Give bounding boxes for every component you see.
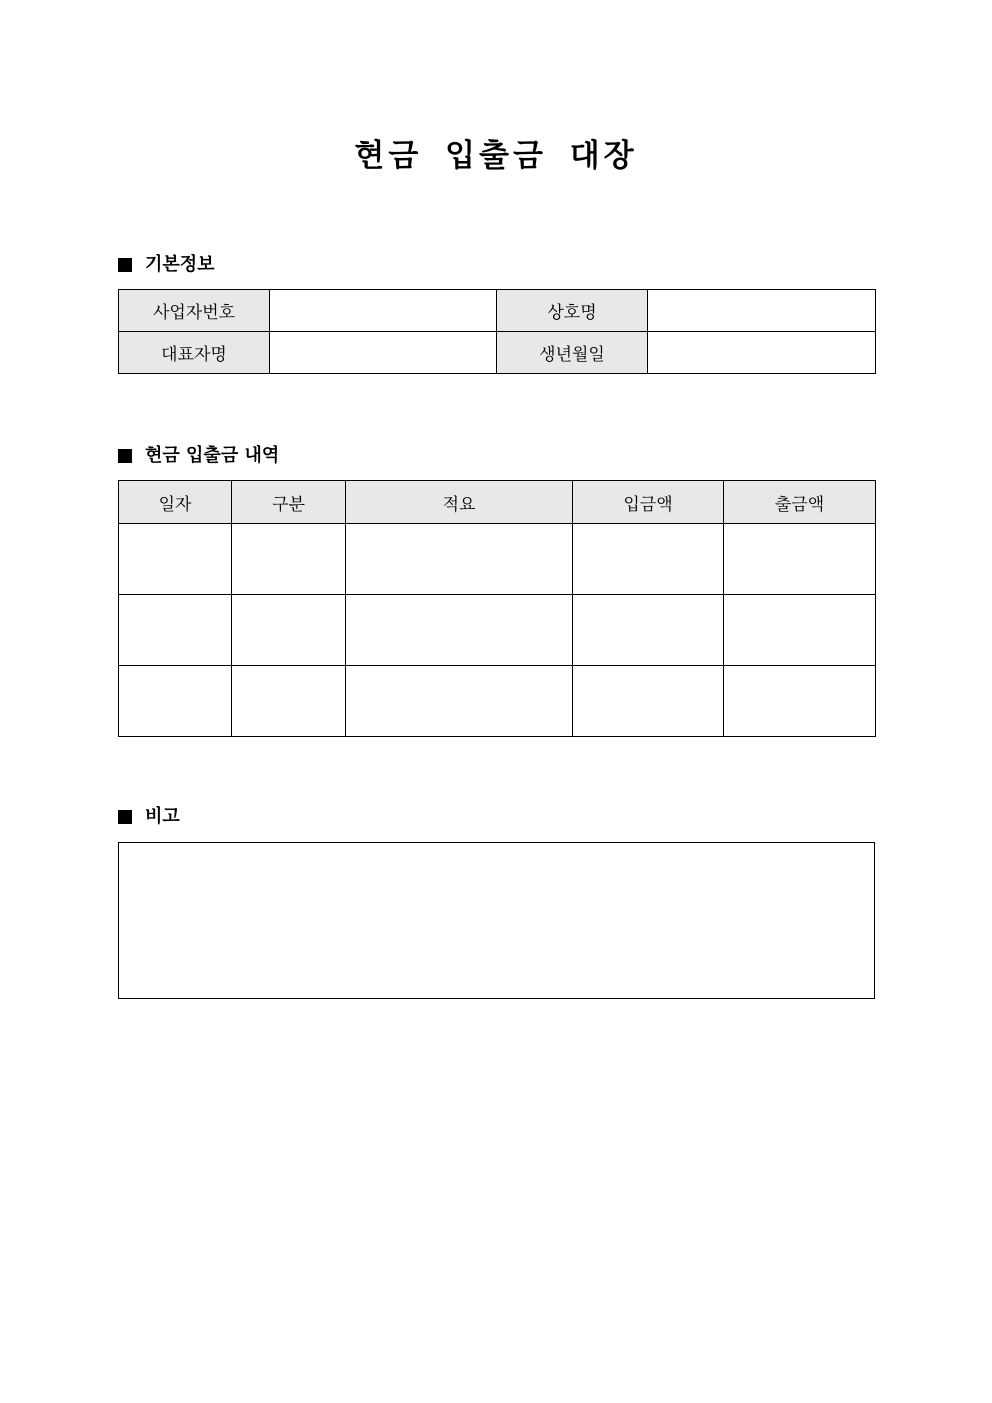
category-cell[interactable] [232,666,346,737]
birth-date-label: 생년월일 [497,332,648,374]
basic-info-table [118,289,876,374]
square-bullet-icon [118,449,132,463]
birth-date-field[interactable] [648,332,876,374]
basic-info-heading [118,253,215,277]
date-cell[interactable] [119,666,232,737]
representative-field[interactable] [270,332,497,374]
deposit-cell[interactable] [573,524,724,595]
remarks-field[interactable] [118,842,875,999]
trade-name-label: 상호명 [497,290,648,332]
description-cell[interactable] [346,524,573,595]
basic-info-heading-label: 기본정보 [145,254,215,275]
table-row [119,666,876,737]
remarks-heading-label: 비고 [145,806,180,827]
date-cell[interactable] [119,595,232,666]
business-number-label: 사업자번호 [119,290,270,332]
trade-name-field[interactable] [648,290,876,332]
table-header-row [119,481,876,524]
withdrawal-cell[interactable] [724,666,876,737]
column-header-withdrawal: 출금액 [724,481,876,524]
ledger-heading [118,444,279,468]
ledger-heading-label: 현금 입출금 내역 [145,445,280,466]
square-bullet-icon [118,258,132,272]
table-row [119,595,876,666]
withdrawal-cell[interactable] [724,595,876,666]
table-row [119,332,876,374]
category-cell[interactable] [232,524,346,595]
document-title: 현금 입출금 대장 [354,138,638,174]
business-number-field[interactable] [270,290,497,332]
description-cell[interactable] [346,666,573,737]
category-cell[interactable] [232,595,346,666]
column-header-date: 일자 [119,481,232,524]
table-row [119,290,876,332]
description-cell[interactable] [346,595,573,666]
column-header-deposit: 입금액 [573,481,724,524]
column-header-description: 적요 [346,481,573,524]
date-cell[interactable] [119,524,232,595]
column-header-category: 구분 [232,481,346,524]
square-bullet-icon [118,810,132,824]
withdrawal-cell[interactable] [724,524,876,595]
remarks-heading [118,805,180,829]
table-row [119,524,876,595]
representative-label: 대표자명 [119,332,270,374]
ledger-table [118,480,876,737]
deposit-cell[interactable] [573,595,724,666]
deposit-cell[interactable] [573,666,724,737]
